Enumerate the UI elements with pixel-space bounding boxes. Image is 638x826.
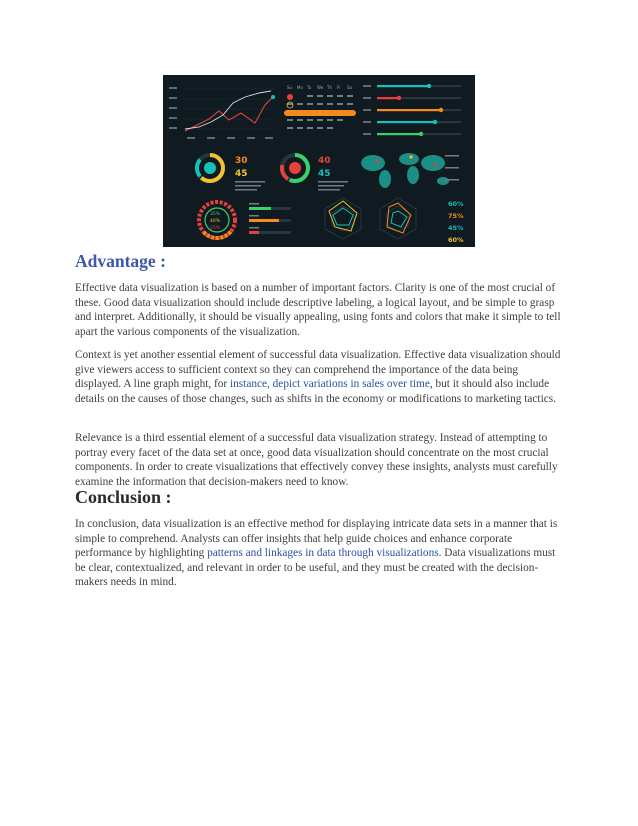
cal-day-1: Mo: [297, 85, 303, 90]
p2-text-before: Context is yet another essential element of successful data visualization. Effective data visualization should give viewers access to sufficient context so they can comprehend the importance of the data being displayed. A line graph might, for: [75, 349, 561, 391]
sales-variation-link[interactable]: instance, depict variations in sales over time: [230, 378, 430, 391]
line-chart-panel: [169, 87, 275, 139]
stat-2: 45%: [448, 224, 464, 232]
cal-day-5: Fr: [337, 85, 341, 90]
stat-1: 75%: [448, 212, 464, 220]
ring1-top: 30: [235, 156, 248, 166]
donut-label-1: 40%: [210, 219, 221, 224]
stats-panel: [448, 200, 464, 244]
p2-text-after: , but it should also include details on the causes of those changes, such as shifts in the economy or modifications to marketing tactics.: [75, 378, 556, 405]
conclusion-paragraph: [75, 517, 563, 590]
dashboard-image: [163, 75, 475, 247]
stat-0: 60%: [448, 200, 464, 208]
ring2-mid: 45: [318, 169, 331, 179]
patterns-link[interactable]: patterns and linkages in data through visualizations: [207, 547, 439, 560]
stat-3: 60%: [448, 236, 464, 244]
bar-group: [249, 203, 291, 234]
conclusion-text-after: . Data visualizations must be clear, contextualized, and relevant in order to be useful, and they must be created with the decision-makers needs in mind.: [75, 547, 556, 589]
calendar-panel: [284, 85, 356, 129]
cal-day-6: Sa: [347, 85, 352, 90]
advantage-paragraph-2: [75, 348, 563, 406]
segmented-donut: [192, 195, 243, 246]
ring1-mid: 45: [235, 169, 248, 179]
dashboard-graphic: [163, 75, 475, 247]
advantage-heading: Advantage :: [75, 251, 166, 271]
donut-label-2: 15%: [210, 226, 221, 231]
progress-bars-panel: [363, 84, 461, 136]
donut-label-0: 35%: [210, 212, 221, 217]
world-map: [361, 153, 449, 188]
cal-day-4: Th: [327, 85, 332, 90]
ring-gauge-2: [282, 155, 348, 191]
ring2-top: 40: [318, 156, 331, 166]
ring-gauge-1: [197, 155, 265, 191]
cal-day-3: We: [317, 85, 324, 90]
conclusion-heading: Conclusion :: [75, 487, 172, 507]
advantage-paragraph-1: Effective data visualization is based on a number of important factors. Clarity is one of the most crucial of these. Good data visualization should include descriptive labeling, a logical layout, and be simple to grasp and interpret. Additionally, it should be visually appealing, using fonts and colors that make it simple to tell apart the various components of the visualization.: [75, 282, 561, 338]
line-series-red: [185, 97, 273, 131]
conclusion-text-before: In conclusion, data visualization is an effective method for displaying intricate data sets in a manner that is simple to comprehend. Analysts can offer insights that help guide choices and enhance corporate performance by highlighting: [75, 518, 558, 560]
radar-chart-2: [380, 198, 416, 239]
cal-day-0: Su: [287, 85, 293, 90]
line-series-white: [185, 91, 271, 129]
cal-day-2: Tu: [307, 85, 312, 90]
radar-chart-1: [325, 198, 361, 239]
advantage-paragraph-3: Relevance is a third essential element of a successful data visualization strategy. Instead of attempting to portray every facet of the data set at once, good data visualization should concentrate on the most crucial components. In order to create visualizations that effectively convey these insights, analysts must carefully examine the information that decision-makers need to know.: [75, 432, 558, 488]
